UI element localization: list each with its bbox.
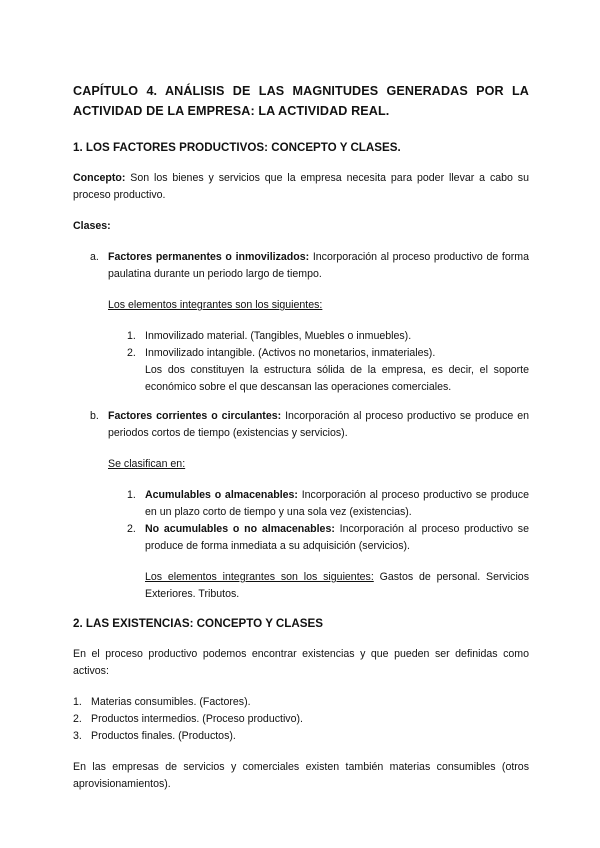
list-marker: 3. [73, 730, 82, 742]
list-marker: b. [90, 410, 99, 422]
list-item-text: Inmovilizado material. (Tangibles, Muebles o inmuebles). [145, 330, 412, 342]
list-item-text: Materias consumibles. (Factores). [91, 696, 251, 708]
elementos-integrantes-heading: Los elementos integrantes son los siguientes: [108, 299, 323, 311]
concepto-text: Son los bienes y servicios que la empresa necesita para poder llevar a cabo su proceso productivo. [73, 172, 529, 201]
list-item-b [73, 408, 529, 442]
list-item [73, 694, 529, 711]
no-acumulables-label: No acumulables o no almacenables: [145, 523, 335, 535]
list-item [73, 345, 529, 362]
gastos-text: Gastos de personal. Servicios Exteriores. Tributos. [145, 571, 529, 600]
list-item [73, 711, 529, 728]
list-marker: 2. [127, 347, 136, 359]
list-item-text: Productos finales. (Productos). [91, 730, 236, 742]
section-2-heading: 2. LAS EXISTENCIAS: CONCEPTO Y CLASES [73, 617, 323, 630]
chapter-title: CAPÍTULO 4. ANÁLISIS DE LAS MAGNITUDES GENERADAS POR LA ACTIVIDAD DE LA EMPRESA: LA ACTIVIDAD REAL. [73, 84, 529, 118]
list-marker: 1. [127, 489, 136, 501]
list-item-a [73, 249, 529, 283]
list-item [73, 521, 529, 555]
list-item [73, 328, 529, 345]
acumulables-text: Incorporación al proceso productivo se produce en un plazo corto de tiempo y una sola vez (existencias). [145, 489, 529, 518]
elementos-integrantes-label: Los elementos integrantes son los siguientes: [145, 571, 374, 583]
acumulables-label: Acumulables o almacenables: [145, 489, 298, 501]
existencias-intro: En el proceso productivo podemos encontrar existencias y que pueden ser definidas como activos: [73, 648, 529, 677]
list-item-text: Inmovilizado intangible. (Activos no monetarios, inmateriales). [145, 347, 436, 359]
list-item-text: Productos intermedios. (Proceso productivo). [91, 713, 303, 725]
concepto-paragraph [73, 170, 529, 204]
concepto-label: Concepto: [73, 172, 126, 184]
factores-permanentes-text: Incorporación al proceso productivo de forma paulatina durante un periodo largo de tiempo. [108, 251, 530, 280]
list-marker: 2. [73, 713, 82, 725]
existencias-closing: En las empresas de servicios y comerciales existen también materias consumibles (otros aprovisionamientos). [73, 761, 529, 790]
section-1-heading: 1. LOS FACTORES PRODUCTIVOS: CONCEPTO Y CLASES. [73, 141, 401, 154]
list-item [73, 728, 529, 745]
se-clasifican-heading: Se clasifican en: [108, 458, 186, 470]
no-acumulables-text: Incorporación al proceso productivo se produce de forma inmediata a su adquisición (servicios). [145, 523, 529, 552]
gastos-paragraph [73, 569, 529, 603]
factores-corrientes-label: Factores corrientes o circulantes: [108, 410, 282, 422]
factores-permanentes-label: Factores permanentes o inmovilizados: [108, 251, 310, 263]
inmovilizado-note: Los dos constituyen la estructura sólida de la empresa, es decir, el soporte económico sobre el que descansan las operaciones comerciales. [145, 364, 529, 393]
list-marker: 1. [73, 696, 82, 708]
factores-corrientes-text: Incorporación al proceso productivo se produce en periodos cortos de tiempo (existencias y servicios). [108, 410, 530, 439]
list-marker: a. [90, 251, 99, 263]
clases-label: Clases: [73, 220, 111, 232]
list-item [73, 487, 529, 521]
list-marker: 1. [127, 330, 136, 342]
list-marker: 2. [127, 523, 136, 535]
